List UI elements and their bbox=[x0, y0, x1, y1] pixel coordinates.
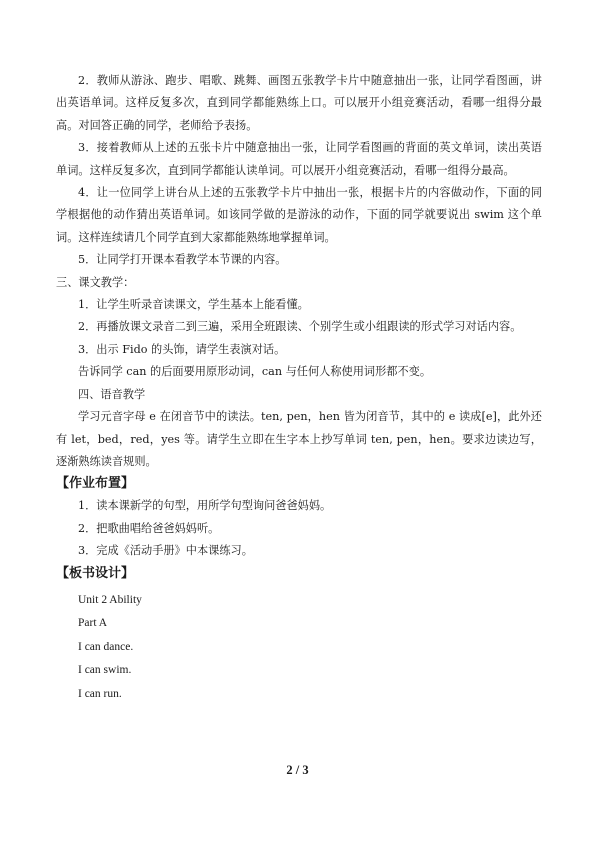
page-number: 2 / 3 bbox=[286, 763, 309, 777]
homework-item: 1．读本课新学的句型，用所学句型询问爸爸妈妈。 bbox=[78, 499, 332, 513]
step-4-paragraph: 4．让一位同学上讲台从上述的五张教学卡片中抽出一张，根据卡片的内容做动作，下面的同学根据他的动作猜出英语单词。如该同学做的是游泳的动作，下面的同学就要说出 swim 这个单词。这样连续请几个同学直到大家都能熟练地掌握单词。 bbox=[56, 186, 542, 244]
board-line: Unit 2 Ability bbox=[78, 593, 142, 606]
step-5-paragraph: 5．让同学打开课本看教学本节课的内容。 bbox=[78, 253, 287, 267]
grammar-note: 告诉同学 can 的后面要用原形动词，can 与任何人称使用词形都不变。 bbox=[78, 365, 432, 379]
text-teaching-step-1: 1．让学生听录音读课文，学生基本上能看懂。 bbox=[78, 298, 309, 312]
section-heading-text-teaching: 三、课文教学： bbox=[56, 275, 135, 289]
step-3-paragraph: 3．接着教师从上述的五张卡片中随意抽出一张，让同学看图画的背面的英文单词，读出英语单词。这样反复多次，直到同学都能认读单词。可以展开小组竞赛活动，看哪一组得分最高。 bbox=[56, 141, 542, 177]
homework-item: 3．完成《活动手册》中本课练习。 bbox=[78, 544, 253, 558]
step-2-paragraph: 2．教师从游泳、跑步、唱歌、跳舞、画图五张教学卡片中随意抽出一张，让同学看图画，讲出英语单词。这样反复多次，直到同学都能熟练上口。可以展开小组竞赛活动，看哪一组得分最高。对回答正确的同学，老师给予表扬。 bbox=[56, 74, 542, 132]
homework-heading: 【作业布置】 bbox=[56, 476, 135, 492]
section-heading-phonics: 四、语音教学 bbox=[78, 387, 146, 401]
text-teaching-step-2: 2．再播放课文录音二到三遍，采用全班跟读、个别学生或小组跟读的形式学习对话内容。 bbox=[78, 320, 522, 334]
text-teaching-step-3: 3．出示 Fido 的头饰，请学生表演对话。 bbox=[78, 342, 286, 356]
board-line: I can dance. bbox=[78, 640, 134, 653]
board-line: Part A bbox=[78, 617, 108, 630]
board-design-heading: 【板书设计】 bbox=[56, 565, 135, 581]
board-line: I can swim. bbox=[78, 664, 132, 677]
homework-item: 2．把歌曲唱给爸爸妈妈听。 bbox=[78, 521, 220, 535]
phonics-paragraph: 学习元音字母 e 在闭音节中的读法。ten, pen，hen 皆为闭音节，其中的 e 读成[e]，此外还有 let，bed，red，yes 等。请学生立即在生字本上抄写单词 ten, pen，hen。要求边读边写，逐渐熟练读音规则。 bbox=[56, 410, 542, 468]
board-line: I can run. bbox=[78, 687, 122, 700]
page-content bbox=[56, 70, 542, 707]
